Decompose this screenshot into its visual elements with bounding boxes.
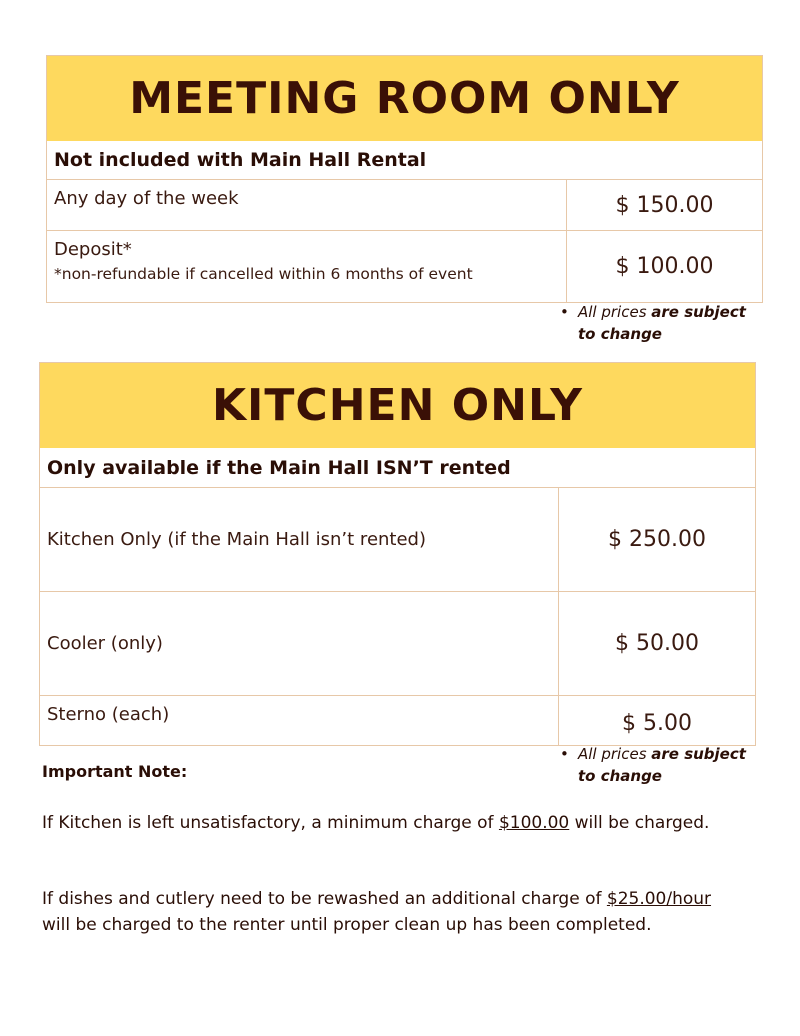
row-price: $ 5.00 (558, 696, 755, 745)
kitchen-table (39, 362, 756, 746)
table-row (47, 231, 762, 302)
meeting-room-subtitle: Not included with Main Hall Rental (47, 141, 762, 180)
meeting-room-table (46, 55, 763, 303)
bullet-icon: • (560, 745, 569, 763)
price-change-note: • All prices are subject to change (560, 745, 746, 785)
meeting-room-rows (47, 180, 762, 302)
minimum-charge-amount: $100.00 (498, 813, 570, 833)
important-heading: Important Note: (42, 762, 188, 781)
row-price: $ 150.00 (566, 180, 762, 230)
meeting-room-title: MEETING ROOM ONLY (47, 56, 762, 141)
row-price: $ 100.00 (566, 231, 762, 302)
kitchen-title: KITCHEN ONLY (40, 363, 755, 448)
kitchen-rows (40, 488, 755, 745)
table-row (40, 488, 755, 592)
table-row (40, 696, 755, 745)
kitchen-subtitle: Only available if the Main Hall ISN’T rented (40, 448, 755, 488)
row-sublabel: *non-refundable if cancelled within 6 months of event (54, 265, 473, 283)
price-change-note: • All prices are subject to change (560, 303, 746, 343)
important-paragraph-1: If Kitchen is left unsatisfactory, a minimum charge of $100.00 will be charged. (42, 813, 710, 833)
table-row (47, 180, 762, 231)
row-label: Kitchen Only (if the Main Hall isn’t rented) (47, 529, 427, 550)
hourly-charge-amount: $25.00/hour (606, 889, 712, 909)
bullet-icon: • (560, 303, 569, 321)
row-price: $ 50.00 (558, 592, 755, 695)
important-paragraph-2: If dishes and cutlery need to be rewashed an additional charge of $25.00/hour will be charged to the renter until proper clean up has been completed. (42, 889, 712, 935)
row-label: Deposit* *non-refundable if cancelled within 6 months of event (47, 231, 566, 302)
row-label: Sterno (each) (47, 704, 170, 725)
row-label: Any day of the week (54, 188, 239, 209)
row-label: Cooler (only) (47, 633, 163, 654)
table-row (40, 592, 755, 696)
row-price: $ 250.00 (558, 488, 755, 591)
